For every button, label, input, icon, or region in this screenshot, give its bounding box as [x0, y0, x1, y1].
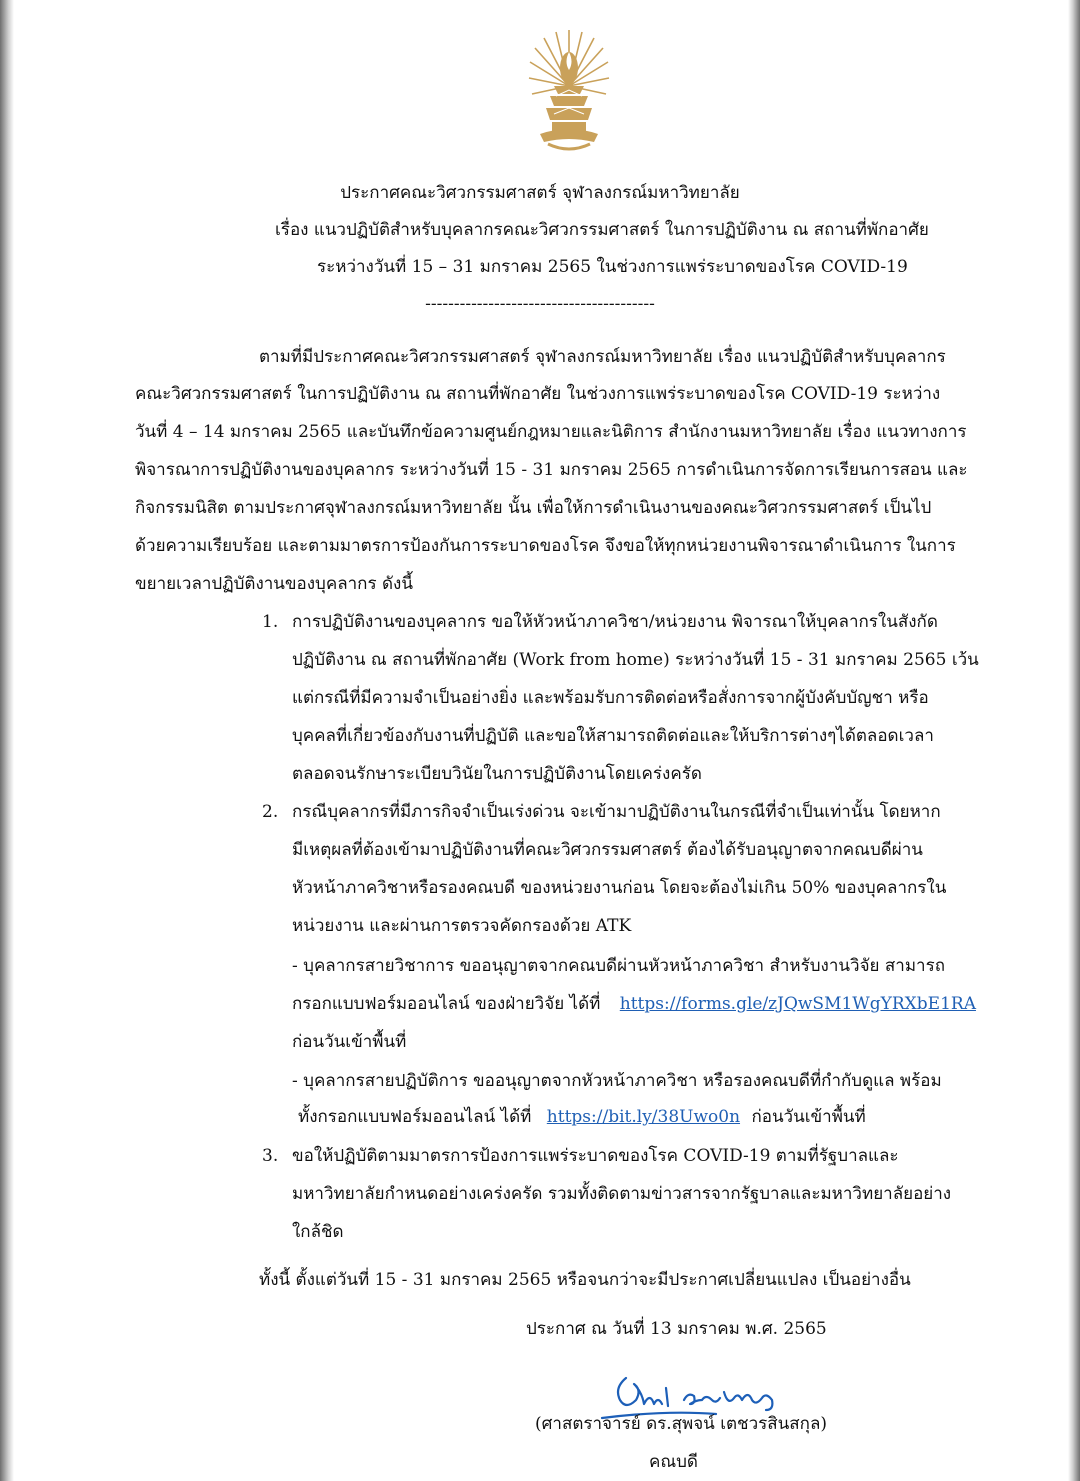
intro-line: ตามที่มีประกาศคณะวิศวกรรมศาสตร์ จุฬาลงกรณ์มหาวิทยาลัย เรื่อง แนวปฏิบัติสำหรับบุคลากร	[259, 347, 946, 367]
item-1-line: การปฏิบัติงานของบุคลากร ขอให้หัวหน้าภาควิชา/หน่วยงาน พิจารณาให้บุคลากรในสังกัด	[292, 612, 938, 632]
academic-staff-note-line3: ก่อนวันเข้าพื้นที่	[292, 1032, 407, 1052]
closing-statement: ทั้งนี้ ตั้งแต่วันที่ 15 - 31 มกราคม 2565 หรือจนกว่าจะมีประกาศเปลี่ยนแปลง เป็นอย่างอื่น	[259, 1270, 911, 1290]
item-2-line: กรณีบุคลากรที่มีภารกิจจำเป็นเร่งด่วน จะเข้ามาปฏิบัติงานในกรณีที่จำเป็นเท่านั้น โดยหาก	[292, 802, 941, 822]
announcement-date: ประกาศ ณ วันที่ 13 มกราคม พ.ศ. 2565	[526, 1319, 827, 1339]
item-3-line: มหาวิทยาลัยกำหนดอย่างเคร่งครัด รวมทั้งติดตามข่าวสารจากรัฐบาลและมหาวิทยาลัยอย่าง	[292, 1184, 952, 1204]
item-3-line: ขอให้ปฏิบัติตามมาตรการป้องการแพร่ระบาดของโรค COVID-19 ตามที่รัฐบาลและ	[292, 1146, 899, 1166]
academic-form-text: กรอกแบบฟอร์มออนไลน์ ของฝ่ายวิจัย ได้ที่	[292, 994, 601, 1014]
announcement-period: ระหว่างวันที่ 15 – 31 มกราคม 2565 ในช่วงการแพร่ระบาดของโรค COVID-19	[317, 257, 908, 277]
item-3-line: ใกล้ชิด	[292, 1222, 344, 1242]
intro-line: วันที่ 4 – 14 มกราคม 2565 และบันทึกข้อความศูนย์กฎหมายและนิติการ สำนักงานมหาวิทยาลัย เรื่อง แนวทางการ	[135, 422, 967, 442]
item-1-line: แต่กรณีที่มีความจำเป็นอย่างยิ่ง และพร้อมรับการติดต่อหรือสั่งการจากผู้บังคับบัญชา หรือ	[292, 688, 929, 708]
research-form-link[interactable]: https://forms.gle/zJQwSM1WgYRXbE1RA	[619, 994, 976, 1014]
item-2-line: หน่วยงาน และผ่านการตรวจคัดกรองด้วย ATK	[292, 916, 632, 936]
item-1-line: บุคคลที่เกี่ยวข้องกับงานที่ปฏิบัติ และขอให้สามารถติดต่อและให้บริการต่างๆได้ตลอดเวลา	[292, 726, 934, 746]
item-2-line: หัวหน้าภาควิชาหรือรองคณบดี ของหน่วยงานก่อน โดยจะต้องไม่เกิน 50% ของบุคลากรใน	[292, 878, 947, 898]
announcement-subject: เรื่อง แนวปฏิบัติสำหรับบุคลากรคณะวิศวกรรมศาสตร์ ในการปฏิบัติงาน ณ สถานที่พักอาศัย	[275, 220, 929, 240]
intro-line: กิจกรรมนิสิต ตามประกาศจุฬาลงกรณ์มหาวิทยาลัย นั้น เพื่อให้การดำเนินงานของคณะวิศวกรรมศาสตร์ เป็นไป	[135, 498, 932, 518]
academic-staff-note: - บุคลากรสายวิชาการ ขออนุญาตจากคณบดีผ่านหัวหน้าภาควิชา สำหรับงานวิจัย สามารถ	[292, 956, 945, 976]
support-staff-note: - บุคลากรสายปฏิบัติการ ขออนุญาตจากหัวหน้าภาควิชา หรือรองคณบดีที่กำกับดูแล พร้อม	[292, 1071, 942, 1091]
support-form-text: ทั้งกรอกแบบฟอร์มออนไลน์ ได้ที่	[298, 1107, 532, 1127]
announcement-title: ประกาศคณะวิศวกรรมศาสตร์ จุฬาลงกรณ์มหาวิทยาลัย	[340, 183, 740, 203]
academic-staff-note-line2	[292, 992, 976, 1016]
item-2-line: มีเหตุผลที่ต้องเข้ามาปฏิบัติงานที่คณะวิศวกรรมศาสตร์ ต้องได้รับอนุญาตจากคณบดีผ่าน	[292, 840, 923, 860]
signer-name: (ศาสตราจารย์ ดร.สุพจน์ เตชวรสินสกุล)	[535, 1414, 827, 1434]
page-left-edge-shadow	[0, 0, 14, 1481]
signer-title: คณบดี	[649, 1452, 698, 1472]
intro-line: พิจารณาการปฏิบัติงานของบุคลากร ระหว่างวันที่ 15 - 31 มกราคม 2565 การดำเนินการจัดการเรียนการสอน และ	[135, 460, 968, 480]
item-1-line: ปฏิบัติงาน ณ สถานที่พักอาศัย (Work from home) ระหว่างวันที่ 15 - 31 มกราคม 2565 เว้น	[292, 650, 979, 670]
university-seal-logo	[526, 24, 612, 160]
intro-line: คณะวิศวกรรมศาสตร์ ในการปฏิบัติงาน ณ สถานที่พักอาศัย ในช่วงการแพร่ระบาดของโรค COVID-19 ระหว่าง	[135, 384, 941, 404]
item-1-line: ตลอดจนรักษาระเบียบวินัยในการปฏิบัติงานโดยเคร่งครัด	[292, 764, 702, 784]
item-number: 3.	[262, 1146, 279, 1166]
intro-line: ขยายเวลาปฏิบัติงานของบุคลากร ดังนี้	[135, 574, 413, 594]
support-staff-note-line2	[298, 1105, 866, 1129]
page-right-edge-shadow	[1068, 0, 1080, 1481]
header-divider: ----------------------------------------	[425, 294, 655, 314]
intro-line: ด้วยความเรียบร้อย และตามมาตรการป้องกันการระบาดของโรค จึงขอให้ทุกหน่วยงานพิจารณาดำเนินการ ในการ	[135, 536, 956, 556]
support-form-deadline: ก่อนวันเข้าพื้นที่	[751, 1107, 866, 1127]
item-number: 2.	[262, 802, 279, 822]
support-form-link[interactable]: https://bit.ly/38Uwo0n	[546, 1107, 741, 1127]
item-number: 1.	[262, 612, 279, 632]
